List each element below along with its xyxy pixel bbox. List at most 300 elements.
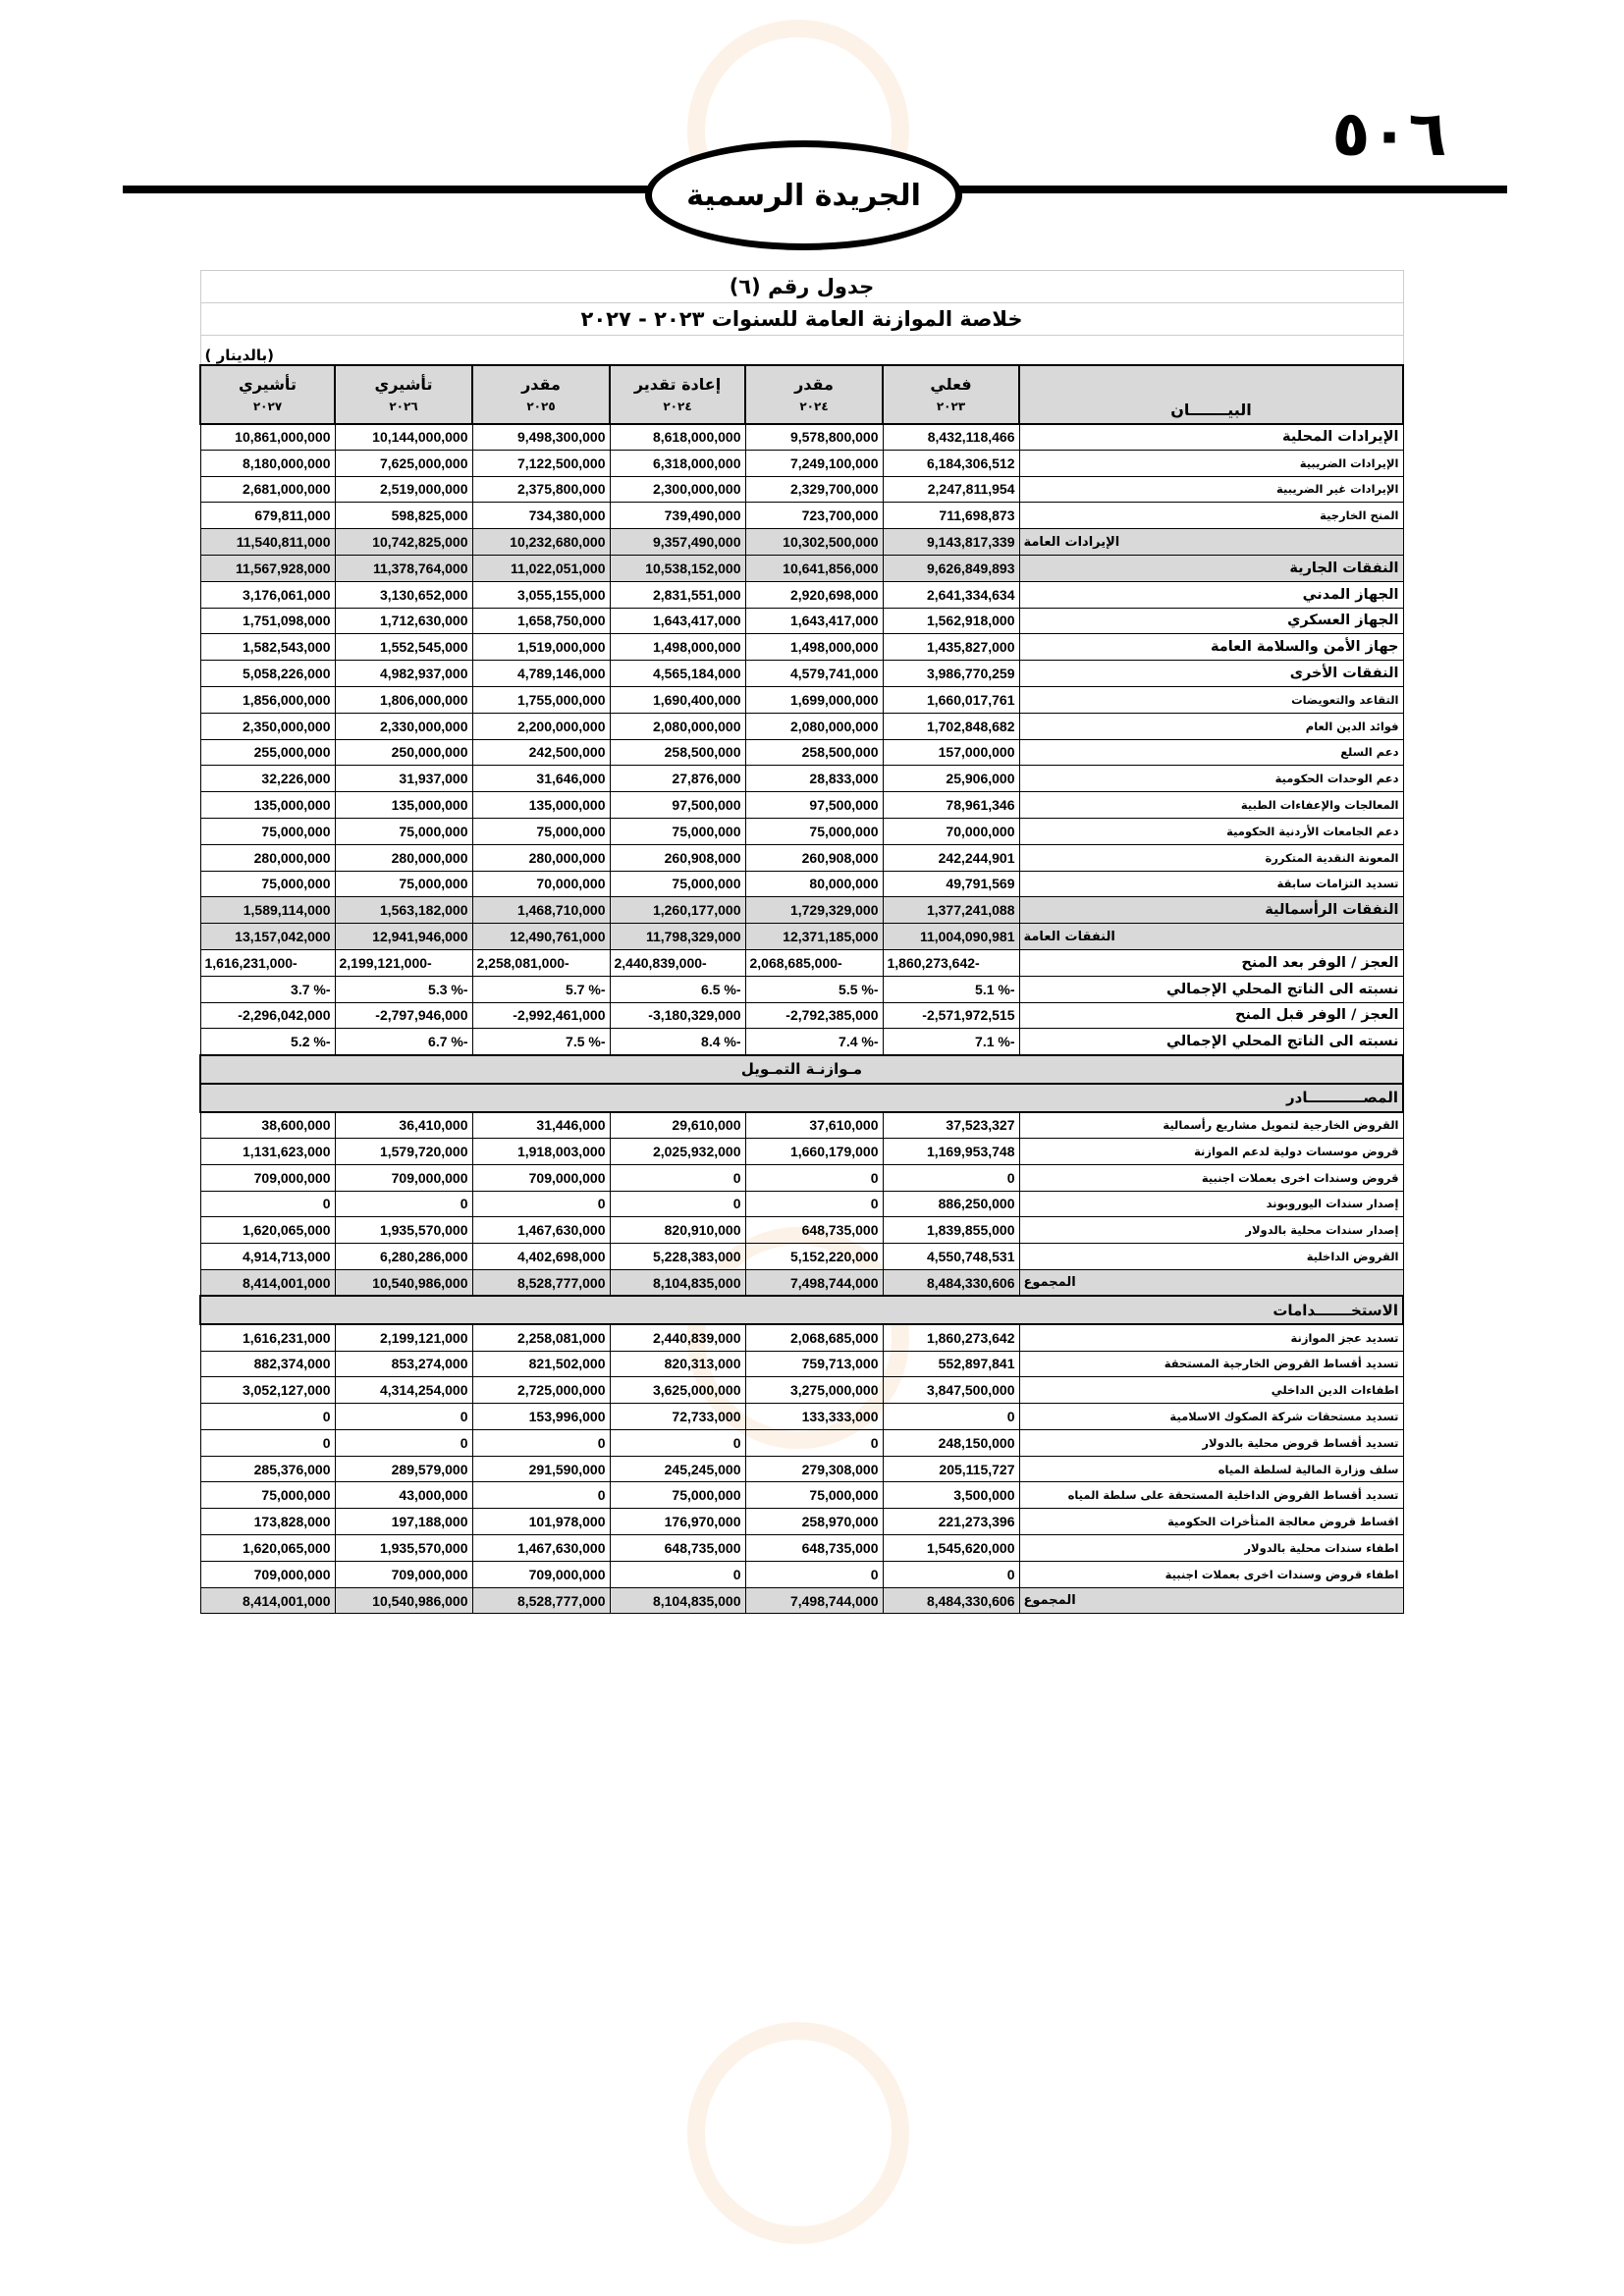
section-title: مـوازنـة التمـويل <box>200 1055 1403 1084</box>
value-cell: -3,180,329,000 <box>610 1002 745 1029</box>
value-cell: 31,646,000 <box>472 766 610 792</box>
value-cell: 13,157,042,000 <box>200 924 335 950</box>
value-cell: 2,300,000,000 <box>610 476 745 503</box>
value-cell: 28,833,000 <box>745 766 883 792</box>
value-cell: 6,318,000,000 <box>610 450 745 476</box>
value-cell: 2,258,081,000- <box>472 949 610 976</box>
value-cell: 3,052,127,000 <box>200 1377 335 1404</box>
value-cell: 820,910,000 <box>610 1217 745 1244</box>
row-label: القروض الداخلية <box>1019 1244 1403 1270</box>
value-cell: 1,690,400,000 <box>610 686 745 713</box>
value-cell: 8,528,777,000 <box>472 1269 610 1296</box>
value-cell: 11,022,051,000 <box>472 555 610 581</box>
column-label: فعلي <box>930 375 972 394</box>
value-cell: 3,625,000,000 <box>610 1377 745 1404</box>
value-cell: 11,004,090,981 <box>883 924 1019 950</box>
table-row <box>200 1112 1403 1139</box>
value-cell: 280,000,000 <box>472 844 610 871</box>
table-row <box>200 1269 1403 1296</box>
value-cell: 723,700,000 <box>745 503 883 529</box>
table-row <box>200 608 1403 634</box>
value-cell: 1,498,000,000 <box>610 634 745 661</box>
value-cell: 2,247,811,954 <box>883 476 1019 503</box>
value-cell: 133,333,000 <box>745 1404 883 1430</box>
table-row <box>200 1429 1403 1456</box>
value-cell: 0 <box>335 1404 472 1430</box>
value-cell: 10,742,825,000 <box>335 529 472 556</box>
value-cell: 5.7 %- <box>472 976 610 1002</box>
value-cell: 679,811,000 <box>200 503 335 529</box>
value-cell: 10,538,152,000 <box>610 555 745 581</box>
value-cell: 1,131,623,000 <box>200 1138 335 1164</box>
value-cell: 3.7 %- <box>200 976 335 1002</box>
value-cell: 280,000,000 <box>200 844 335 871</box>
table-row <box>200 792 1403 819</box>
section-header-row <box>200 1055 1403 1084</box>
budget-summary-table <box>199 270 1404 1614</box>
row-label: النفقات الأخرى <box>1019 661 1403 687</box>
column-year: ٢٠٢٣ <box>936 400 966 413</box>
table-row <box>200 713 1403 739</box>
value-cell: 31,446,000 <box>472 1112 610 1139</box>
value-cell: 1,579,720,000 <box>335 1138 472 1164</box>
value-cell: -2,797,946,000 <box>335 1002 472 1029</box>
row-label: اطفاء سندات محلية بالدولار <box>1019 1535 1403 1562</box>
value-cell: 260,908,000 <box>610 844 745 871</box>
value-cell: 9,578,800,000 <box>745 424 883 451</box>
value-cell: 1,643,417,000 <box>610 608 745 634</box>
value-cell: 10,232,680,000 <box>472 529 610 556</box>
value-cell: 9,357,490,000 <box>610 529 745 556</box>
value-cell: 709,000,000 <box>335 1164 472 1191</box>
value-cell: 1,260,177,000 <box>610 897 745 924</box>
value-cell: 4,550,748,531 <box>883 1244 1019 1270</box>
row-label: الجهاز المدني <box>1019 581 1403 608</box>
value-cell: 2,199,121,000- <box>335 949 472 976</box>
value-cell: 242,244,901 <box>883 844 1019 871</box>
column-label: تأشيري <box>239 375 297 394</box>
table-row <box>200 1217 1403 1244</box>
row-label: تسديد أقساط القروض الخارجية المستحقة <box>1019 1351 1403 1377</box>
value-cell: 32,226,000 <box>200 766 335 792</box>
value-cell: 1,755,000,000 <box>472 686 610 713</box>
value-cell: 1,563,182,000 <box>335 897 472 924</box>
value-cell: 8,484,330,606 <box>883 1269 1019 1296</box>
table-caption: جدول رقم (٦) <box>200 271 1403 303</box>
value-cell: 75,000,000 <box>745 818 883 844</box>
label-column-header: البيـــــــان <box>1019 365 1403 424</box>
value-cell: 1,918,003,000 <box>472 1138 610 1164</box>
value-cell: 80,000,000 <box>745 871 883 897</box>
value-cell: 739,490,000 <box>610 503 745 529</box>
value-cell: 8,528,777,000 <box>472 1587 610 1614</box>
table-row <box>200 1002 1403 1029</box>
column-label: مقدر <box>794 375 834 394</box>
value-cell: 1,562,918,000 <box>883 608 1019 634</box>
value-cell: 0 <box>745 1191 883 1217</box>
value-cell: 0 <box>745 1164 883 1191</box>
value-cell: 8,432,118,466 <box>883 424 1019 451</box>
value-cell: 8.4 %- <box>610 1029 745 1055</box>
value-cell: 75,000,000 <box>335 818 472 844</box>
table-row <box>200 739 1403 766</box>
value-cell: 1,589,114,000 <box>200 897 335 924</box>
value-cell: 75,000,000 <box>610 818 745 844</box>
value-cell: 7.4 %- <box>745 1029 883 1055</box>
row-label: نسبته الى الناتج المحلي الإجمالي <box>1019 976 1403 1002</box>
value-cell: 5.3 %- <box>335 976 472 1002</box>
value-cell: 2,440,839,000 <box>610 1324 745 1351</box>
row-label: التقاعد والتعويضات <box>1019 686 1403 713</box>
value-cell: 4,314,254,000 <box>335 1377 472 1404</box>
value-cell: 75,000,000 <box>200 871 335 897</box>
row-label: الإيرادات العامة <box>1019 529 1403 556</box>
value-cell: 75,000,000 <box>745 1482 883 1509</box>
column-header <box>745 365 883 424</box>
value-cell: 2,068,685,000 <box>745 1324 883 1351</box>
value-cell: 648,735,000 <box>745 1217 883 1244</box>
watermark-clock-icon <box>687 2022 909 2244</box>
table-row <box>200 1351 1403 1377</box>
row-label: دعم الجامعات الأردنية الحكومية <box>1019 818 1403 844</box>
column-header <box>200 365 335 424</box>
value-cell: 2,200,000,000 <box>472 713 610 739</box>
value-cell: 176,970,000 <box>610 1509 745 1535</box>
row-label: النفقات العامة <box>1019 924 1403 950</box>
row-label: اطفاء قروض وسندات اخرى بعملات اجنبية <box>1019 1561 1403 1587</box>
value-cell: 285,376,000 <box>200 1456 335 1482</box>
value-cell: 5,058,226,000 <box>200 661 335 687</box>
column-year: ٢٠٢٤ <box>799 400 829 413</box>
value-cell: 258,500,000 <box>610 739 745 766</box>
row-label: تسديد أقساط القروض الداخلية المستحقة على سلطة المياه <box>1019 1482 1403 1509</box>
currency-unit: (بالدينار ) <box>200 336 1403 365</box>
value-cell: 709,000,000 <box>200 1164 335 1191</box>
value-cell: 734,380,000 <box>472 503 610 529</box>
section-title: المصـــــــــــادر <box>200 1084 1403 1112</box>
value-cell: 0 <box>883 1561 1019 1587</box>
value-cell: 0 <box>200 1429 335 1456</box>
value-cell: 279,308,000 <box>745 1456 883 1482</box>
value-cell: 0 <box>610 1191 745 1217</box>
gazette-title-oval <box>645 140 962 250</box>
value-cell: 7,498,744,000 <box>745 1587 883 1614</box>
value-cell: 291,590,000 <box>472 1456 610 1482</box>
value-cell: 1,552,545,000 <box>335 634 472 661</box>
value-cell: 4,402,698,000 <box>472 1244 610 1270</box>
value-cell: 1,616,231,000- <box>200 949 335 976</box>
value-cell: 11,378,764,000 <box>335 555 472 581</box>
value-cell: 6.7 %- <box>335 1029 472 1055</box>
value-cell: 260,908,000 <box>745 844 883 871</box>
table-row <box>200 1029 1403 1055</box>
column-header <box>472 365 610 424</box>
value-cell: 8,180,000,000 <box>200 450 335 476</box>
table-row <box>200 766 1403 792</box>
table-row <box>200 844 1403 871</box>
value-cell: 8,104,835,000 <box>610 1587 745 1614</box>
value-cell: 1,620,065,000 <box>200 1217 335 1244</box>
column-label: تأشيري <box>374 375 433 394</box>
value-cell: 1,658,750,000 <box>472 608 610 634</box>
value-cell: 886,250,000 <box>883 1191 1019 1217</box>
value-cell: 2,725,000,000 <box>472 1377 610 1404</box>
value-cell: 7.5 %- <box>472 1029 610 1055</box>
value-cell: 0 <box>610 1561 745 1587</box>
table-row <box>200 450 1403 476</box>
value-cell: 709,000,000 <box>335 1561 472 1587</box>
value-cell: 1,935,570,000 <box>335 1217 472 1244</box>
value-cell: 11,798,329,000 <box>610 924 745 950</box>
value-cell: 1,729,329,000 <box>745 897 883 924</box>
column-label: مقدر <box>521 375 561 394</box>
value-cell: 1,377,241,088 <box>883 897 1019 924</box>
value-cell: 10,861,000,000 <box>200 424 335 451</box>
value-cell: 8,484,330,606 <box>883 1587 1019 1614</box>
row-label: الإيرادات الضريبية <box>1019 450 1403 476</box>
value-cell: -2,571,972,515 <box>883 1002 1019 1029</box>
value-cell: 2,681,000,000 <box>200 476 335 503</box>
value-cell: 1,545,620,000 <box>883 1535 1019 1562</box>
table-header-row <box>200 365 1403 424</box>
value-cell: 2,258,081,000 <box>472 1324 610 1351</box>
row-label: سلف وزارة المالية لسلطة المياه <box>1019 1456 1403 1482</box>
value-cell: 3,176,061,000 <box>200 581 335 608</box>
value-cell: 1,702,848,682 <box>883 713 1019 739</box>
value-cell: 10,302,500,000 <box>745 529 883 556</box>
value-cell: 5,152,220,000 <box>745 1244 883 1270</box>
value-cell: 3,275,000,000 <box>745 1377 883 1404</box>
row-label: اقساط قروض معالجة المتأخرات الحكومية <box>1019 1509 1403 1535</box>
value-cell: 258,970,000 <box>745 1509 883 1535</box>
value-cell: 4,579,741,000 <box>745 661 883 687</box>
table-row <box>200 634 1403 661</box>
value-cell: 2,440,839,000- <box>610 949 745 976</box>
table-row <box>200 1535 1403 1562</box>
table-row <box>200 949 1403 976</box>
page-number: ٥٠٦ <box>1331 98 1447 171</box>
value-cell: 8,104,835,000 <box>610 1269 745 1296</box>
value-cell: 135,000,000 <box>335 792 472 819</box>
row-label: النفقات الرأسمالية <box>1019 897 1403 924</box>
value-cell: 258,500,000 <box>745 739 883 766</box>
row-label: دعم السلع <box>1019 739 1403 766</box>
value-cell: 135,000,000 <box>200 792 335 819</box>
value-cell: 78,961,346 <box>883 792 1019 819</box>
column-header <box>335 365 472 424</box>
value-cell: 9,143,817,339 <box>883 529 1019 556</box>
value-cell: 1,468,710,000 <box>472 897 610 924</box>
value-cell: 2,831,551,000 <box>610 581 745 608</box>
value-cell: 37,610,000 <box>745 1112 883 1139</box>
table-row <box>200 1324 1403 1351</box>
value-cell: 43,000,000 <box>335 1482 472 1509</box>
value-cell: 242,500,000 <box>472 739 610 766</box>
value-cell: 0 <box>883 1164 1019 1191</box>
value-cell: 711,698,873 <box>883 503 1019 529</box>
row-label: جهاز الأمن والسلامة العامة <box>1019 634 1403 661</box>
value-cell: 3,847,500,000 <box>883 1377 1019 1404</box>
table-row <box>200 1138 1403 1164</box>
value-cell: 648,735,000 <box>610 1535 745 1562</box>
value-cell: 709,000,000 <box>200 1561 335 1587</box>
value-cell: 6,280,286,000 <box>335 1244 472 1270</box>
value-cell: 10,144,000,000 <box>335 424 472 451</box>
value-cell: 2,519,000,000 <box>335 476 472 503</box>
value-cell: 709,000,000 <box>472 1164 610 1191</box>
table-row <box>200 661 1403 687</box>
value-cell: 1,582,543,000 <box>200 634 335 661</box>
value-cell: 75,000,000 <box>335 871 472 897</box>
value-cell: 11,540,811,000 <box>200 529 335 556</box>
value-cell: 12,371,185,000 <box>745 924 883 950</box>
column-year: ٢٠٢٦ <box>389 400 418 413</box>
value-cell: 221,273,396 <box>883 1509 1019 1535</box>
value-cell: 5.5 %- <box>745 976 883 1002</box>
value-cell: 2,920,698,000 <box>745 581 883 608</box>
row-label: المعونة النقدية المتكررة <box>1019 844 1403 871</box>
value-cell: 1,860,273,642 <box>883 1324 1019 1351</box>
value-cell: 598,825,000 <box>335 503 472 529</box>
value-cell: 0 <box>335 1191 472 1217</box>
table-row <box>200 1191 1403 1217</box>
table-row <box>200 529 1403 556</box>
value-cell: 2,641,334,634 <box>883 581 1019 608</box>
row-label: إصدار سندات محلية بالدولار <box>1019 1217 1403 1244</box>
value-cell: -2,992,461,000 <box>472 1002 610 1029</box>
value-cell: 37,523,327 <box>883 1112 1019 1139</box>
table-row <box>200 871 1403 897</box>
value-cell: 97,500,000 <box>610 792 745 819</box>
value-cell: 8,414,001,000 <box>200 1269 335 1296</box>
column-header <box>610 365 745 424</box>
value-cell: 1,467,630,000 <box>472 1217 610 1244</box>
value-cell: 1,519,000,000 <box>472 634 610 661</box>
row-label: المجموع <box>1019 1269 1403 1296</box>
value-cell: 1,856,000,000 <box>200 686 335 713</box>
table-row <box>200 476 1403 503</box>
value-cell: 6,184,306,512 <box>883 450 1019 476</box>
value-cell: 9,626,849,893 <box>883 555 1019 581</box>
row-label: تسديد التزامات سابقة <box>1019 871 1403 897</box>
table-row <box>200 424 1403 451</box>
value-cell: 4,914,713,000 <box>200 1244 335 1270</box>
value-cell: 29,610,000 <box>610 1112 745 1139</box>
value-cell: 72,733,000 <box>610 1404 745 1430</box>
value-cell: 10,540,986,000 <box>335 1587 472 1614</box>
table-row <box>200 818 1403 844</box>
row-label: المجموع <box>1019 1587 1403 1614</box>
value-cell: 2,025,932,000 <box>610 1138 745 1164</box>
value-cell: 38,600,000 <box>200 1112 335 1139</box>
row-label: نسبته الى الناتج المحلي الإجمالي <box>1019 1029 1403 1055</box>
table-row <box>200 1456 1403 1482</box>
value-cell: 2,375,800,000 <box>472 476 610 503</box>
value-cell: 4,565,184,000 <box>610 661 745 687</box>
value-cell: 2,080,000,000 <box>610 713 745 739</box>
value-cell: 70,000,000 <box>883 818 1019 844</box>
row-label: دعم الوحدات الحكومية <box>1019 766 1403 792</box>
value-cell: 27,876,000 <box>610 766 745 792</box>
value-cell: 101,978,000 <box>472 1509 610 1535</box>
value-cell: 75,000,000 <box>472 818 610 844</box>
value-cell: 25,906,000 <box>883 766 1019 792</box>
value-cell: 7,249,100,000 <box>745 450 883 476</box>
row-label: تسديد مستحقات شركة الصكوك الاسلامية <box>1019 1404 1403 1430</box>
value-cell: 5.2 %- <box>200 1029 335 1055</box>
table-row <box>200 503 1403 529</box>
table-title: خلاصة الموازنة العامة للسنوات ٢٠٢٣ - ٢٠٢٧ <box>200 303 1403 336</box>
value-cell: 2,080,000,000 <box>745 713 883 739</box>
value-cell: 853,274,000 <box>335 1351 472 1377</box>
value-cell: 0 <box>883 1404 1019 1430</box>
value-cell: 0 <box>335 1429 472 1456</box>
table-row <box>200 1509 1403 1535</box>
value-cell: 820,313,000 <box>610 1351 745 1377</box>
column-year: ٢٠٢٥ <box>526 400 556 413</box>
value-cell: 1,643,417,000 <box>745 608 883 634</box>
value-cell: 135,000,000 <box>472 792 610 819</box>
column-header <box>883 365 1019 424</box>
value-cell: 8,618,000,000 <box>610 424 745 451</box>
value-cell: -2,792,385,000 <box>745 1002 883 1029</box>
value-cell: 552,897,841 <box>883 1351 1019 1377</box>
value-cell: 2,068,685,000- <box>745 949 883 976</box>
value-cell: 2,199,121,000 <box>335 1324 472 1351</box>
value-cell: 173,828,000 <box>200 1509 335 1535</box>
value-cell: 1,498,000,000 <box>745 634 883 661</box>
value-cell: 3,986,770,259 <box>883 661 1019 687</box>
value-cell: 75,000,000 <box>610 1482 745 1509</box>
value-cell: 7,122,500,000 <box>472 450 610 476</box>
value-cell: -2,296,042,000 <box>200 1002 335 1029</box>
value-cell: 7.1 %- <box>883 1029 1019 1055</box>
value-cell: 2,329,700,000 <box>745 476 883 503</box>
row-label: تسديد عجز الموازنة <box>1019 1324 1403 1351</box>
value-cell: 2,350,000,000 <box>200 713 335 739</box>
table-row <box>200 924 1403 950</box>
value-cell: 1,467,630,000 <box>472 1535 610 1562</box>
value-cell: 75,000,000 <box>200 818 335 844</box>
row-label: قروض موسسات دولية لدعم الموازنة <box>1019 1138 1403 1164</box>
section-header-row <box>200 1084 1403 1112</box>
value-cell: 0 <box>610 1164 745 1191</box>
row-label: الإيرادات المحلية <box>1019 424 1403 451</box>
value-cell: 245,245,000 <box>610 1456 745 1482</box>
row-label: قروض وسندات اخرى بعملات اجنبية <box>1019 1164 1403 1191</box>
table-row <box>200 1164 1403 1191</box>
value-cell: 248,150,000 <box>883 1429 1019 1456</box>
value-cell: 759,713,000 <box>745 1351 883 1377</box>
table-row <box>200 1377 1403 1404</box>
row-label: الجهاز العسكري <box>1019 608 1403 634</box>
value-cell: 1,699,000,000 <box>745 686 883 713</box>
row-label: النفقات الجارية <box>1019 555 1403 581</box>
value-cell: 3,130,652,000 <box>335 581 472 608</box>
value-cell: 9,498,300,000 <box>472 424 610 451</box>
value-cell: 0 <box>472 1191 610 1217</box>
value-cell: 75,000,000 <box>610 871 745 897</box>
value-cell: 1,712,630,000 <box>335 608 472 634</box>
value-cell: 0 <box>610 1429 745 1456</box>
value-cell: 289,579,000 <box>335 1456 472 1482</box>
value-cell: 0 <box>472 1429 610 1456</box>
value-cell: 6.5 %- <box>610 976 745 1002</box>
value-cell: 1,935,570,000 <box>335 1535 472 1562</box>
value-cell: 821,502,000 <box>472 1351 610 1377</box>
value-cell: 0 <box>745 1561 883 1587</box>
value-cell: 31,937,000 <box>335 766 472 792</box>
